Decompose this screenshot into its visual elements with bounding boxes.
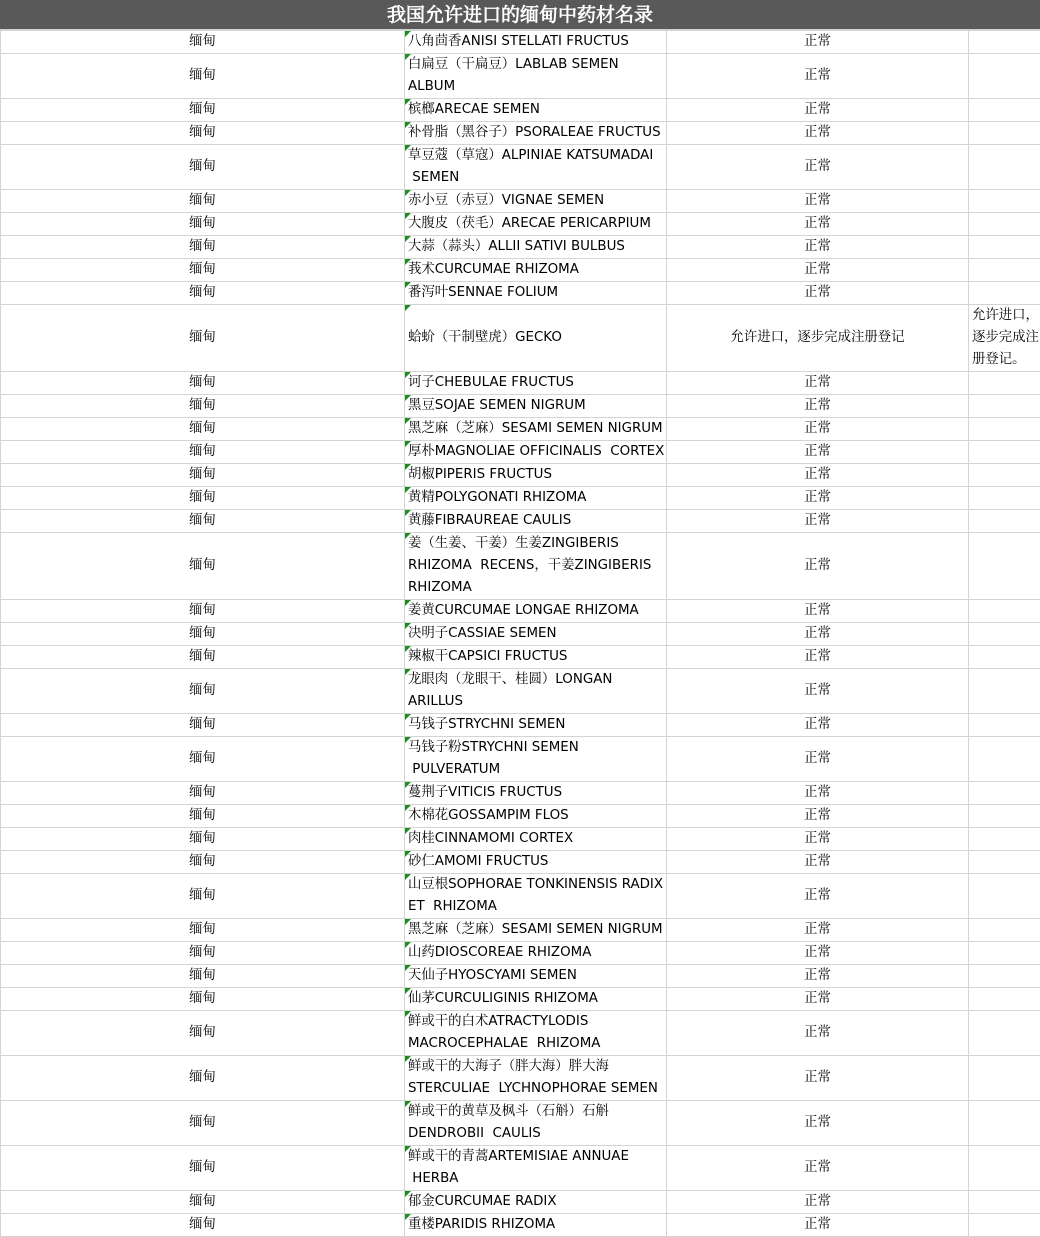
herb-name-text: 砂仁AMOMI FRUCTUS: [408, 854, 548, 869]
note-cell[interactable]: [969, 510, 1040, 533]
herb-name-text: 马钱子粉STRYCHNI SEMEN PULVERATUM: [408, 740, 579, 777]
status-cell[interactable]: 正常: [667, 1056, 969, 1101]
herb-name-cell[interactable]: [405, 487, 667, 510]
text-format-indicator-icon: [405, 1146, 411, 1152]
country-cell[interactable]: 缅甸: [1, 418, 405, 441]
country-cell[interactable]: 缅甸: [1, 533, 405, 600]
herb-name-text: 黑芝麻（芝麻）SESAMI SEMEN NIGRUM: [408, 922, 663, 937]
note-cell[interactable]: [969, 1191, 1040, 1214]
table-row: [1, 851, 1040, 874]
status-cell[interactable]: 正常: [667, 510, 969, 533]
table-row: [1, 1214, 1040, 1237]
country-cell[interactable]: 缅甸: [1, 1146, 405, 1191]
text-format-indicator-icon: [405, 669, 411, 675]
status-cell[interactable]: 正常: [667, 372, 969, 395]
note-cell[interactable]: [969, 965, 1040, 988]
status-cell[interactable]: 正常: [667, 646, 969, 669]
country-cell[interactable]: 缅甸: [1, 1191, 405, 1214]
table-row: [1, 533, 1040, 600]
text-format-indicator-icon: [405, 487, 411, 493]
herb-name-cell[interactable]: [405, 988, 667, 1011]
note-cell[interactable]: [969, 828, 1040, 851]
status-cell[interactable]: 正常: [667, 782, 969, 805]
herb-name-text: 黄精POLYGONATI RHIZOMA: [408, 490, 586, 505]
text-format-indicator-icon: [405, 851, 411, 857]
herb-name-cell[interactable]: [405, 1146, 667, 1191]
herb-name-cell[interactable]: [405, 1101, 667, 1146]
herb-name-text: 胡椒PIPERIS FRUCTUS: [408, 467, 552, 482]
text-format-indicator-icon: [405, 828, 411, 834]
status-cell[interactable]: 正常: [667, 851, 969, 874]
herb-name-cell[interactable]: [405, 805, 667, 828]
status-cell[interactable]: 正常: [667, 282, 969, 305]
herb-name-text: 蛤蚧（干制壁虎）GECKO: [408, 330, 562, 345]
note-cell[interactable]: [969, 487, 1040, 510]
country-cell[interactable]: 缅甸: [1, 669, 405, 714]
text-format-indicator-icon: [405, 441, 411, 447]
country-cell[interactable]: 缅甸: [1, 510, 405, 533]
table-row: [1, 942, 1040, 965]
text-format-indicator-icon: [405, 737, 411, 743]
herb-name-text: 木棉花GOSSAMPIM FLOS: [408, 808, 569, 823]
status-cell[interactable]: 正常: [667, 714, 969, 737]
herb-name-text: 黄藤FIBRAUREAE CAULIS: [408, 513, 571, 528]
text-format-indicator-icon: [405, 395, 411, 401]
table-row: [1, 122, 1040, 145]
country-cell[interactable]: 缅甸: [1, 965, 405, 988]
note-cell[interactable]: [969, 54, 1040, 99]
table-row: [1, 236, 1040, 259]
country-cell[interactable]: 缅甸: [1, 851, 405, 874]
table-row: [1, 874, 1040, 919]
herb-name-cell[interactable]: [405, 99, 667, 122]
text-format-indicator-icon: [405, 236, 411, 242]
note-cell[interactable]: [969, 782, 1040, 805]
table-row: [1, 305, 1040, 372]
note-cell[interactable]: [969, 122, 1040, 145]
country-cell[interactable]: 缅甸: [1, 259, 405, 282]
herb-name-cell[interactable]: [405, 372, 667, 395]
status-cell[interactable]: 正常: [667, 874, 969, 919]
text-format-indicator-icon: [405, 464, 411, 470]
country-cell[interactable]: 缅甸: [1, 828, 405, 851]
status-cell[interactable]: 正常: [667, 145, 969, 190]
table-row: [1, 919, 1040, 942]
table-row: [1, 714, 1040, 737]
herb-name-cell[interactable]: [405, 600, 667, 623]
text-format-indicator-icon: [405, 99, 411, 105]
herb-name-text: 补骨脂（黑谷子）PSORALEAE FRUCTUS: [408, 125, 661, 140]
table-row: [1, 1011, 1040, 1056]
herb-name-text: 大腹皮（茯毛）ARECAE PERICARPIUM: [408, 216, 651, 231]
table-row: [1, 372, 1040, 395]
country-cell[interactable]: 缅甸: [1, 487, 405, 510]
herb-name-text: 番泻叶SENNAE FOLIUM: [408, 285, 558, 300]
country-cell[interactable]: 缅甸: [1, 646, 405, 669]
text-format-indicator-icon: [405, 305, 411, 311]
country-cell[interactable]: 缅甸: [1, 714, 405, 737]
table-body: [1, 31, 1040, 1237]
country-cell[interactable]: 缅甸: [1, 213, 405, 236]
status-cell[interactable]: 正常: [667, 1011, 969, 1056]
country-cell[interactable]: 缅甸: [1, 805, 405, 828]
table-row: [1, 145, 1040, 190]
herb-table: [0, 30, 1040, 1237]
text-format-indicator-icon: [405, 1101, 411, 1107]
status-cell[interactable]: 正常: [667, 1191, 969, 1214]
herb-name-cell[interactable]: [405, 259, 667, 282]
country-cell[interactable]: 缅甸: [1, 942, 405, 965]
country-cell[interactable]: 缅甸: [1, 236, 405, 259]
table-row: [1, 782, 1040, 805]
herb-name-text: 鲜或干的大海子（胖大海）胖大海 STERCULIAE LYCHNOPHORAE SEMEN: [408, 1059, 658, 1096]
herb-name-cell[interactable]: [405, 305, 667, 372]
text-format-indicator-icon: [405, 714, 411, 720]
herb-name-cell[interactable]: [405, 737, 667, 782]
herb-name-cell[interactable]: [405, 441, 667, 464]
herb-name-cell[interactable]: [405, 145, 667, 190]
herb-name-cell[interactable]: [405, 1056, 667, 1101]
herb-name-text: 黑豆SOJAE SEMEN NIGRUM: [408, 398, 586, 413]
status-cell[interactable]: 正常: [667, 988, 969, 1011]
herb-name-cell[interactable]: [405, 942, 667, 965]
table-row: [1, 1146, 1040, 1191]
text-format-indicator-icon: [405, 190, 411, 196]
herb-name-text: 黑芝麻（芝麻）SESAMI SEMEN NIGRUM: [408, 421, 663, 436]
note-cell[interactable]: [969, 1011, 1040, 1056]
herb-name-cell[interactable]: [405, 782, 667, 805]
note-cell[interactable]: [969, 99, 1040, 122]
herb-name-cell[interactable]: [405, 874, 667, 919]
status-cell[interactable]: 正常: [667, 99, 969, 122]
table-row: [1, 828, 1040, 851]
status-cell[interactable]: 正常: [667, 533, 969, 600]
country-cell[interactable]: 缅甸: [1, 623, 405, 646]
status-cell[interactable]: 正常: [667, 31, 969, 54]
note-cell[interactable]: [969, 919, 1040, 942]
note-cell[interactable]: [969, 805, 1040, 828]
table-row: [1, 600, 1040, 623]
herb-name-text: 赤小豆（赤豆）VIGNAE SEMEN: [408, 193, 604, 208]
herb-name-text: 郁金CURCUMAE RADIX: [408, 1194, 557, 1209]
text-format-indicator-icon: [405, 31, 411, 37]
country-cell[interactable]: 缅甸: [1, 988, 405, 1011]
herb-name-cell[interactable]: [405, 464, 667, 487]
note-cell[interactable]: [969, 1101, 1040, 1146]
table-row: [1, 259, 1040, 282]
text-format-indicator-icon: [405, 54, 411, 60]
country-cell[interactable]: 缅甸: [1, 874, 405, 919]
note-cell[interactable]: [969, 31, 1040, 54]
country-cell[interactable]: 缅甸: [1, 190, 405, 213]
herb-name-text: 姜（生姜、干姜）生姜ZINGIBERIS RHIZOMA RECENS，干姜ZINGIBERIS RHIZOMA: [408, 536, 656, 595]
herb-name-text: 蔓荆子VITICIS FRUCTUS: [408, 785, 562, 800]
note-cell[interactable]: [969, 851, 1040, 874]
note-cell[interactable]: [969, 190, 1040, 213]
herb-name-text: 槟榔ARECAE SEMEN: [408, 102, 540, 117]
note-cell[interactable]: [969, 942, 1040, 965]
table-row: [1, 510, 1040, 533]
herb-name-text: 姜黄CURCUMAE LONGAE RHIZOMA: [408, 603, 639, 618]
herb-name-cell[interactable]: [405, 851, 667, 874]
table-row: [1, 395, 1040, 418]
table-row: [1, 669, 1040, 714]
status-cell[interactable]: 正常: [667, 213, 969, 236]
herb-name-cell[interactable]: [405, 54, 667, 99]
herb-name-text: 肉桂CINNAMOMI CORTEX: [408, 831, 573, 846]
herb-name-cell[interactable]: [405, 714, 667, 737]
note-cell[interactable]: [969, 418, 1040, 441]
text-format-indicator-icon: [405, 533, 411, 539]
sheet-title: 我国允许进口的缅甸中药材名录: [0, 0, 1040, 30]
status-cell[interactable]: 正常: [667, 600, 969, 623]
herb-name-text: 大蒜（蒜头）ALLII SATIVI BULBUS: [408, 239, 625, 254]
herb-name-text: 莪术CURCUMAE RHIZOMA: [408, 262, 579, 277]
table-row: [1, 418, 1040, 441]
herb-name-text: 马钱子STRYCHNI SEMEN: [408, 717, 565, 732]
country-cell[interactable]: 缅甸: [1, 305, 405, 372]
herb-name-text: 鲜或干的黄草及枫斗（石斛）石斛 DENDROBII CAULIS: [408, 1104, 609, 1141]
herb-name-cell[interactable]: [405, 213, 667, 236]
table-row: [1, 1101, 1040, 1146]
herb-name-cell[interactable]: [405, 669, 667, 714]
text-format-indicator-icon: [405, 1011, 411, 1017]
status-cell[interactable]: 正常: [667, 190, 969, 213]
country-cell[interactable]: 缅甸: [1, 122, 405, 145]
herb-name-cell[interactable]: [405, 623, 667, 646]
status-cell[interactable]: 正常: [667, 464, 969, 487]
note-cell[interactable]: [969, 600, 1040, 623]
table-row: [1, 487, 1040, 510]
note-cell[interactable]: [969, 874, 1040, 919]
status-cell[interactable]: 正常: [667, 54, 969, 99]
table-row: [1, 99, 1040, 122]
herb-name-text: 鲜或干的白术ATRACTYLODIS MACROCEPHALAE RHIZOMA: [408, 1014, 600, 1051]
herb-name-text: 决明子CASSIAE SEMEN: [408, 626, 557, 641]
table-row: [1, 1191, 1040, 1214]
note-cell[interactable]: [969, 988, 1040, 1011]
herb-name-cell[interactable]: [405, 828, 667, 851]
herb-name-text: 仙茅CURCULIGINIS RHIZOMA: [408, 991, 598, 1006]
status-cell[interactable]: 正常: [667, 1146, 969, 1191]
table-row: [1, 737, 1040, 782]
note-cell[interactable]: [969, 464, 1040, 487]
note-cell[interactable]: [969, 395, 1040, 418]
note-cell[interactable]: [969, 236, 1040, 259]
text-format-indicator-icon: [405, 623, 411, 629]
status-cell[interactable]: 正常: [667, 395, 969, 418]
herb-name-cell[interactable]: [405, 31, 667, 54]
herb-name-text: 厚朴MAGNOLIAE OFFICINALIS CORTEX: [408, 444, 664, 459]
herb-name-cell[interactable]: [405, 1214, 667, 1237]
text-format-indicator-icon: [405, 874, 411, 880]
table-row: [1, 965, 1040, 988]
herb-name-cell[interactable]: [405, 395, 667, 418]
herb-name-cell[interactable]: [405, 919, 667, 942]
status-cell[interactable]: 正常: [667, 487, 969, 510]
note-cell[interactable]: [969, 669, 1040, 714]
herb-name-cell[interactable]: [405, 1011, 667, 1056]
status-cell[interactable]: 正常: [667, 122, 969, 145]
note-cell[interactable]: [969, 1214, 1040, 1237]
herb-name-cell[interactable]: [405, 236, 667, 259]
note-cell[interactable]: [969, 1056, 1040, 1101]
status-cell[interactable]: 允许进口，逐步完成注册登记: [667, 305, 969, 372]
note-cell[interactable]: [969, 714, 1040, 737]
table-row: [1, 646, 1040, 669]
status-cell[interactable]: 正常: [667, 828, 969, 851]
country-cell[interactable]: 缅甸: [1, 919, 405, 942]
note-cell[interactable]: [969, 145, 1040, 190]
country-cell[interactable]: 缅甸: [1, 1011, 405, 1056]
country-cell[interactable]: 缅甸: [1, 31, 405, 54]
text-format-indicator-icon: [405, 600, 411, 606]
country-cell[interactable]: 缅甸: [1, 145, 405, 190]
text-format-indicator-icon: [405, 510, 411, 516]
text-format-indicator-icon: [405, 282, 411, 288]
status-cell[interactable]: 正常: [667, 737, 969, 782]
status-cell[interactable]: 正常: [667, 623, 969, 646]
status-cell[interactable]: 正常: [667, 441, 969, 464]
text-format-indicator-icon: [405, 1191, 411, 1197]
note-cell[interactable]: [969, 441, 1040, 464]
herb-name-cell[interactable]: [405, 122, 667, 145]
country-cell[interactable]: 缅甸: [1, 1214, 405, 1237]
status-cell[interactable]: 正常: [667, 965, 969, 988]
note-cell[interactable]: [969, 259, 1040, 282]
country-cell[interactable]: 缅甸: [1, 1056, 405, 1101]
text-format-indicator-icon: [405, 988, 411, 994]
table-row: [1, 31, 1040, 54]
herb-name-text: 辣椒干CAPSICI FRUCTUS: [408, 649, 567, 664]
herb-name-cell[interactable]: [405, 282, 667, 305]
status-cell[interactable]: 正常: [667, 1101, 969, 1146]
country-cell[interactable]: 缅甸: [1, 441, 405, 464]
status-cell[interactable]: 正常: [667, 919, 969, 942]
country-cell[interactable]: 缅甸: [1, 1101, 405, 1146]
table-row: [1, 988, 1040, 1011]
country-cell[interactable]: 缅甸: [1, 600, 405, 623]
country-cell[interactable]: 缅甸: [1, 54, 405, 99]
herb-name-text: 白扁豆（干扁豆）LABLAB SEMEN ALBUM: [408, 57, 623, 94]
table-row: [1, 805, 1040, 828]
herb-name-text: 诃子CHEBULAE FRUCTUS: [408, 375, 574, 390]
note-cell[interactable]: [969, 1146, 1040, 1191]
status-cell[interactable]: 正常: [667, 259, 969, 282]
text-format-indicator-icon: [405, 122, 411, 128]
herb-name-cell[interactable]: [405, 533, 667, 600]
herb-name-cell[interactable]: [405, 646, 667, 669]
herb-name-text: 山药DIOSCOREAE RHIZOMA: [408, 945, 591, 960]
table-row: [1, 190, 1040, 213]
herb-name-text: 天仙子HYOSCYAMI SEMEN: [408, 968, 577, 983]
country-cell[interactable]: 缅甸: [1, 99, 405, 122]
status-cell[interactable]: 正常: [667, 669, 969, 714]
status-cell[interactable]: 正常: [667, 236, 969, 259]
herb-name-text: 草豆蔻（草寇）ALPINIAE KATSUMADAI SEMEN: [408, 148, 653, 185]
note-cell[interactable]: [969, 282, 1040, 305]
country-cell[interactable]: 缅甸: [1, 372, 405, 395]
text-format-indicator-icon: [405, 372, 411, 378]
text-format-indicator-icon: [405, 782, 411, 788]
country-cell[interactable]: 缅甸: [1, 782, 405, 805]
country-cell[interactable]: 缅甸: [1, 464, 405, 487]
text-format-indicator-icon: [405, 145, 411, 151]
table-row: [1, 213, 1040, 236]
table-row: [1, 464, 1040, 487]
herb-name-text: 鲜或干的青蒿ARTEMISIAE ANNUAE HERBA: [408, 1149, 629, 1186]
country-cell[interactable]: 缅甸: [1, 737, 405, 782]
country-cell[interactable]: 缅甸: [1, 395, 405, 418]
herb-name-text: 重楼PARIDIS RHIZOMA: [408, 1217, 555, 1232]
note-cell[interactable]: [969, 372, 1040, 395]
herb-name-cell[interactable]: [405, 418, 667, 441]
status-cell[interactable]: 正常: [667, 1214, 969, 1237]
text-format-indicator-icon: [405, 646, 411, 652]
text-format-indicator-icon: [405, 418, 411, 424]
text-format-indicator-icon: [405, 259, 411, 265]
status-cell[interactable]: 正常: [667, 418, 969, 441]
note-cell[interactable]: [969, 646, 1040, 669]
herb-name-text: 八角茴香ANISI STELLATI FRUCTUS: [408, 34, 629, 49]
status-cell[interactable]: 正常: [667, 942, 969, 965]
text-format-indicator-icon: [405, 213, 411, 219]
table-row: [1, 441, 1040, 464]
herb-name-cell[interactable]: [405, 965, 667, 988]
note-cell[interactable]: 允许进口， 逐步完成注 册登记。: [969, 305, 1040, 372]
table-row: [1, 623, 1040, 646]
note-cell[interactable]: [969, 213, 1040, 236]
status-cell[interactable]: 正常: [667, 805, 969, 828]
herb-name-cell[interactable]: [405, 510, 667, 533]
table-row: [1, 54, 1040, 99]
text-format-indicator-icon: [405, 965, 411, 971]
herb-name-text: 龙眼肉（龙眼干、桂圆）LONGAN ARILLUS: [408, 672, 617, 709]
herb-name-text: 山豆根SOPHORAE TONKINENSIS RADIX ET RHIZOMA: [408, 877, 663, 914]
note-cell[interactable]: [969, 533, 1040, 600]
text-format-indicator-icon: [405, 942, 411, 948]
table-row: [1, 1056, 1040, 1101]
country-cell[interactable]: 缅甸: [1, 282, 405, 305]
text-format-indicator-icon: [405, 919, 411, 925]
herb-name-cell[interactable]: [405, 190, 667, 213]
text-format-indicator-icon: [405, 805, 411, 811]
note-cell[interactable]: [969, 737, 1040, 782]
text-format-indicator-icon: [405, 1214, 411, 1220]
note-cell[interactable]: [969, 623, 1040, 646]
table-row: [1, 282, 1040, 305]
herb-name-cell[interactable]: [405, 1191, 667, 1214]
text-format-indicator-icon: [405, 1056, 411, 1062]
